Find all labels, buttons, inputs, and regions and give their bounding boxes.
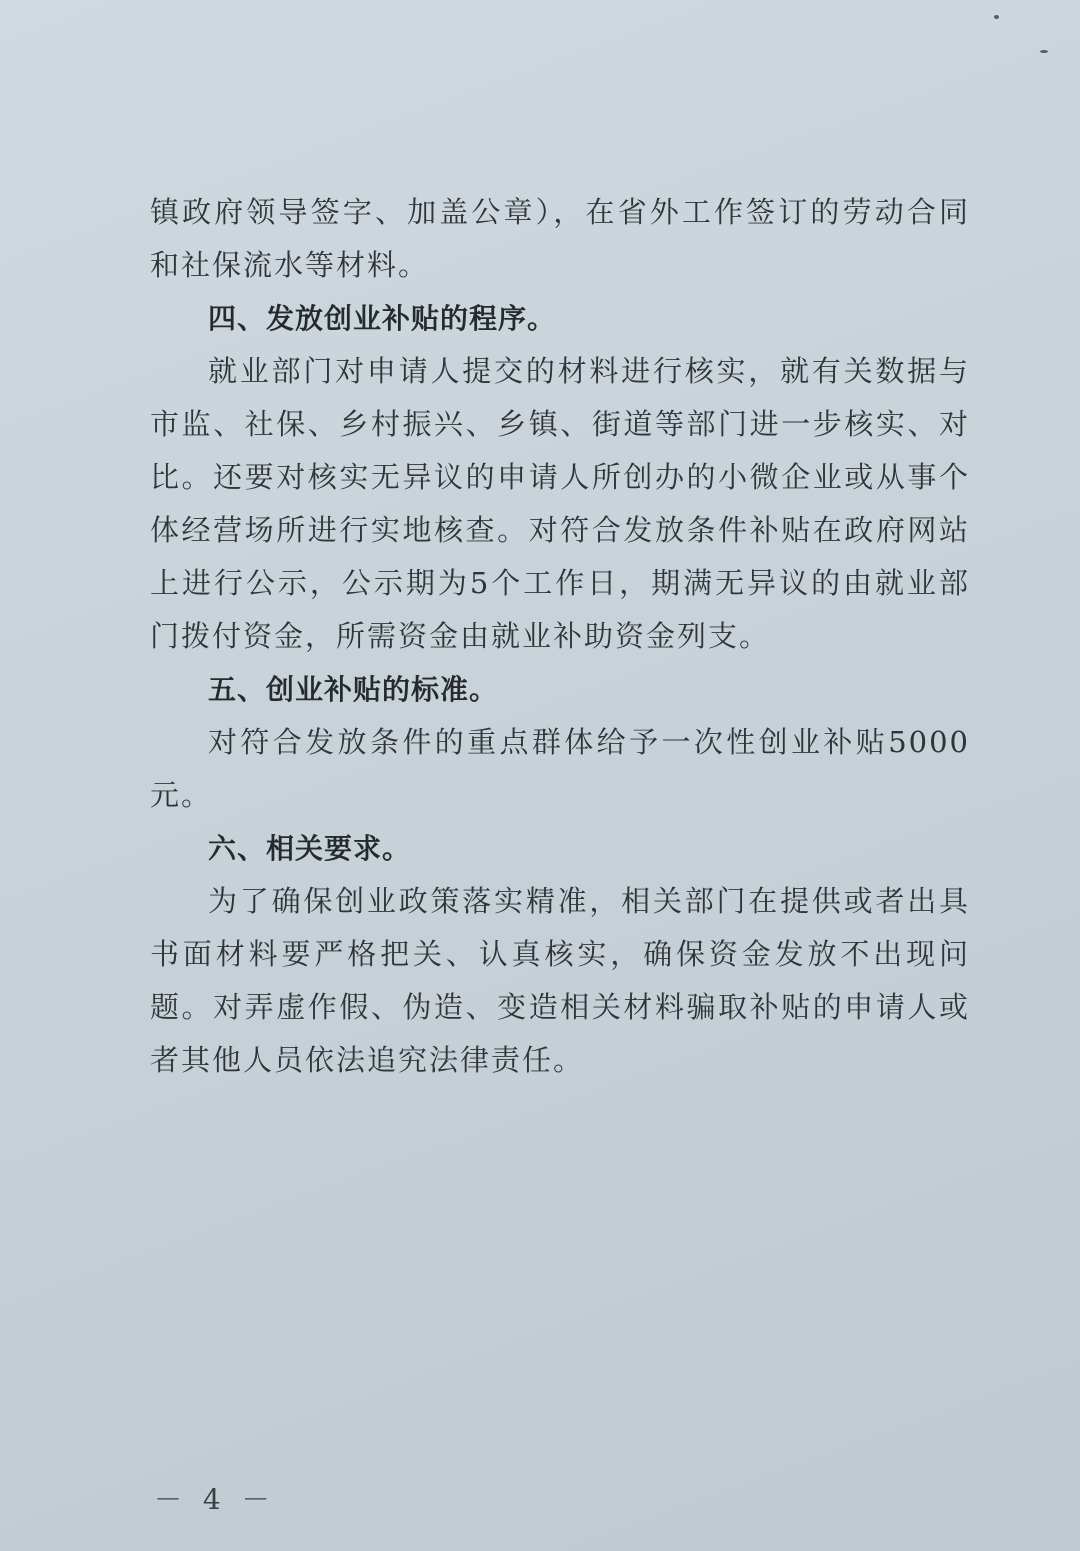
paper-speck bbox=[994, 15, 999, 19]
requirements-paragraph: 为了确保创业政策落实精准，相关部门在提供或者出具书面材料要严格把关、认真核实，确保资金发放不出现问题。对弄虚作假、伪造、变造相关材料骗取补贴的申请人或者其他人员依法追究法律责任。 bbox=[150, 884, 970, 1077]
section-heading-requirements: 六、相关要求。 bbox=[208, 832, 412, 865]
procedure-paragraph: 就业部门对申请人提交的材料进行核实，就有关数据与市监、社保、乡村振兴、乡镇、街道等部门进一步核实、对比。还要对核实无异议的申请人所创办的小微企业或从事个体经营场所进行实地核查。对符合发放条件补贴在政府网站上进行公示，公示期为5个工作日，期满无异议的由就业部门拨付资金，所需资金由就业补助资金列支。 bbox=[150, 354, 970, 653]
section-heading-standard: 五、创业补贴的标准。 bbox=[208, 673, 499, 706]
standard-paragraph: 对符合发放条件的重点群体给予一次性创业补贴5000元。 bbox=[150, 725, 970, 812]
page-number: － 4 － bbox=[154, 1483, 276, 1516]
continuation-paragraph: 镇政府领导签字、加盖公章），在省外工作签订的劳动合同和社保流水等材料。 bbox=[150, 195, 970, 282]
section-heading-procedure: 四、发放创业补贴的程序。 bbox=[208, 302, 557, 335]
paper-speck bbox=[1040, 50, 1048, 53]
document-body bbox=[150, 186, 970, 1087]
